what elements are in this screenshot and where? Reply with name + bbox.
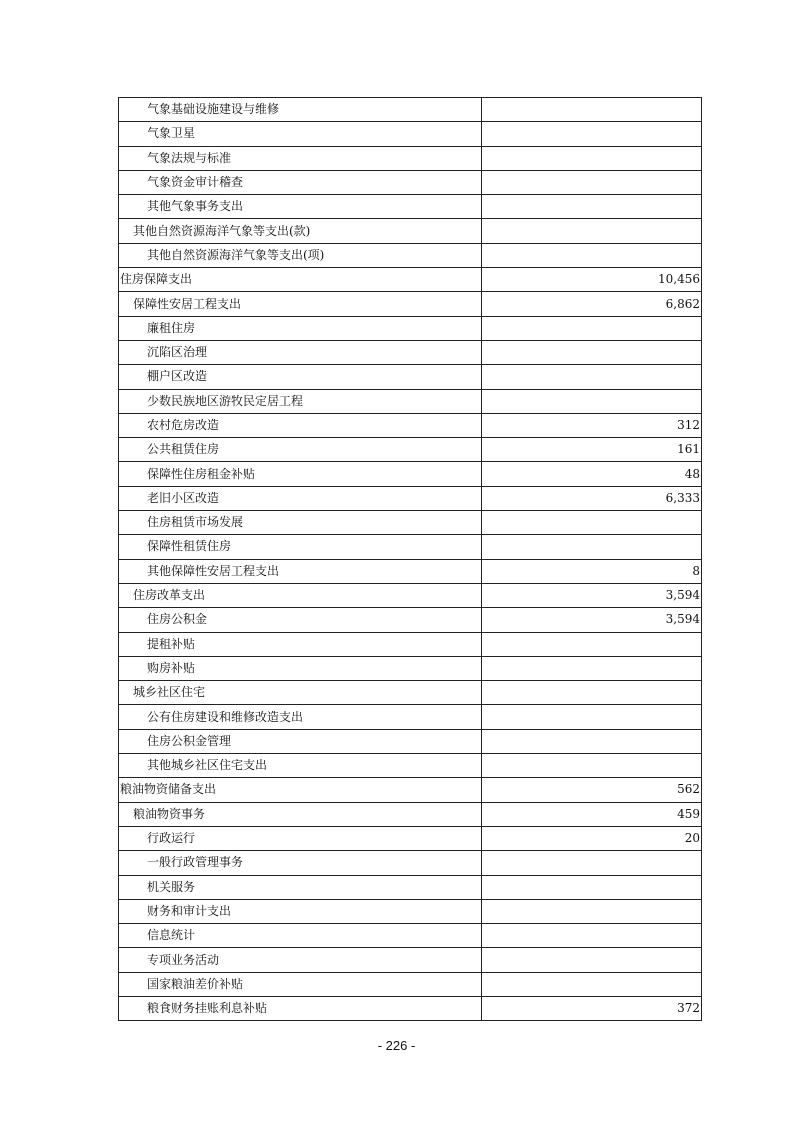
row-item-value: [482, 122, 702, 146]
table-row: [119, 535, 702, 559]
row-item-value: [482, 98, 702, 122]
row-item-name: 棚户区改造: [119, 365, 482, 389]
row-item-name: 财务和审计支出: [119, 899, 482, 923]
table-row: [119, 972, 702, 996]
row-item-name: 气象卫星: [119, 122, 482, 146]
row-item-name: 信息统计: [119, 924, 482, 948]
row-item-name: 其他保障性安居工程支出: [119, 559, 482, 583]
row-item-value: [482, 365, 702, 389]
table-row: [119, 292, 702, 316]
row-item-name: 气象基础设施建设与维修: [119, 98, 482, 122]
row-item-name: 行政运行: [119, 826, 482, 850]
row-item-name: 其他自然资源海洋气象等支出(款): [119, 219, 482, 243]
table-row: [119, 389, 702, 413]
row-item-value: [482, 195, 702, 219]
table-row: [119, 365, 702, 389]
row-item-value: 10,456: [482, 268, 702, 292]
table-row: [119, 559, 702, 583]
row-item-value: [482, 851, 702, 875]
row-item-name: 机关服务: [119, 875, 482, 899]
row-item-value: [482, 705, 702, 729]
row-item-name: 住房保障支出: [119, 268, 482, 292]
table-row: [119, 486, 702, 510]
row-item-name: 住房公积金: [119, 608, 482, 632]
row-item-value: [482, 924, 702, 948]
table-row: [119, 583, 702, 607]
table-body: [119, 98, 702, 1021]
table-row: [119, 340, 702, 364]
row-item-name: 粮油物资储备支出: [119, 778, 482, 802]
row-item-value: [482, 681, 702, 705]
row-item-name: 其他气象事务支出: [119, 195, 482, 219]
table-row: [119, 146, 702, 170]
row-item-name: 一般行政管理事务: [119, 851, 482, 875]
row-item-value: 372: [482, 996, 702, 1020]
row-item-value: 3,594: [482, 608, 702, 632]
row-item-name: 老旧小区改造: [119, 486, 482, 510]
table-row: [119, 948, 702, 972]
row-item-name: 提租补贴: [119, 632, 482, 656]
row-item-value: 6,862: [482, 292, 702, 316]
row-item-name: 其他城乡社区住宅支出: [119, 754, 482, 778]
row-item-value: [482, 243, 702, 267]
page-number: - 226 -: [377, 1038, 416, 1053]
row-item-name: 购房补贴: [119, 656, 482, 680]
row-item-name: 粮油物资事务: [119, 802, 482, 826]
row-item-value: [482, 899, 702, 923]
row-item-value: [482, 972, 702, 996]
table-row: [119, 632, 702, 656]
row-item-name: 廉租住房: [119, 316, 482, 340]
table-row: [119, 826, 702, 850]
row-item-value: [482, 656, 702, 680]
table-row: [119, 170, 702, 194]
row-item-name: 住房租赁市场发展: [119, 511, 482, 535]
row-item-value: [482, 948, 702, 972]
table-row: [119, 243, 702, 267]
row-item-value: [482, 875, 702, 899]
row-item-value: [482, 729, 702, 753]
table-row: [119, 268, 702, 292]
row-item-value: [482, 535, 702, 559]
table-row: [119, 98, 702, 122]
table-row: [119, 875, 702, 899]
table-row: [119, 511, 702, 535]
table-row: [119, 778, 702, 802]
row-item-name: 专项业务活动: [119, 948, 482, 972]
row-item-value: 20: [482, 826, 702, 850]
table-row: [119, 122, 702, 146]
table-row: [119, 899, 702, 923]
row-item-name: 农村危房改造: [119, 413, 482, 437]
row-item-name: 其他自然资源海洋气象等支出(项): [119, 243, 482, 267]
row-item-value: [482, 754, 702, 778]
row-item-value: 3,594: [482, 583, 702, 607]
row-item-name: 沉陷区治理: [119, 340, 482, 364]
row-item-value: [482, 170, 702, 194]
row-item-value: 161: [482, 438, 702, 462]
table-row: [119, 195, 702, 219]
table-row: [119, 438, 702, 462]
row-item-value: [482, 632, 702, 656]
table-row: [119, 754, 702, 778]
table-row: [119, 924, 702, 948]
table-row: [119, 656, 702, 680]
row-item-name: 城乡社区住宅: [119, 681, 482, 705]
row-item-value: [482, 146, 702, 170]
table-row: [119, 219, 702, 243]
row-item-value: 8: [482, 559, 702, 583]
budget-table: [118, 97, 702, 1021]
row-item-name: 公有住房建设和维修改造支出: [119, 705, 482, 729]
table-row: [119, 705, 702, 729]
row-item-name: 粮食财务挂账利息补贴: [119, 996, 482, 1020]
row-item-name: 少数民族地区游牧民定居工程: [119, 389, 482, 413]
table-row: [119, 996, 702, 1020]
table-row: [119, 608, 702, 632]
row-item-value: [482, 316, 702, 340]
row-item-name: 公共租赁住房: [119, 438, 482, 462]
table-row: [119, 802, 702, 826]
table-row: [119, 316, 702, 340]
row-item-value: [482, 340, 702, 364]
table-row: [119, 413, 702, 437]
row-item-value: 48: [482, 462, 702, 486]
row-item-value: 562: [482, 778, 702, 802]
row-item-name: 国家粮油差价补贴: [119, 972, 482, 996]
row-item-value: [482, 389, 702, 413]
row-item-value: [482, 219, 702, 243]
row-item-name: 住房公积金管理: [119, 729, 482, 753]
table-row: [119, 729, 702, 753]
row-item-name: 气象法规与标准: [119, 146, 482, 170]
row-item-name: 保障性住房租金补贴: [119, 462, 482, 486]
row-item-name: 保障性租赁住房: [119, 535, 482, 559]
table-row: [119, 681, 702, 705]
row-item-name: 住房改革支出: [119, 583, 482, 607]
row-item-name: 保障性安居工程支出: [119, 292, 482, 316]
table-row: [119, 851, 702, 875]
row-item-value: [482, 511, 702, 535]
row-item-value: 312: [482, 413, 702, 437]
table-row: [119, 462, 702, 486]
row-item-value: 6,333: [482, 486, 702, 510]
row-item-name: 气象资金审计稽查: [119, 170, 482, 194]
row-item-value: 459: [482, 802, 702, 826]
